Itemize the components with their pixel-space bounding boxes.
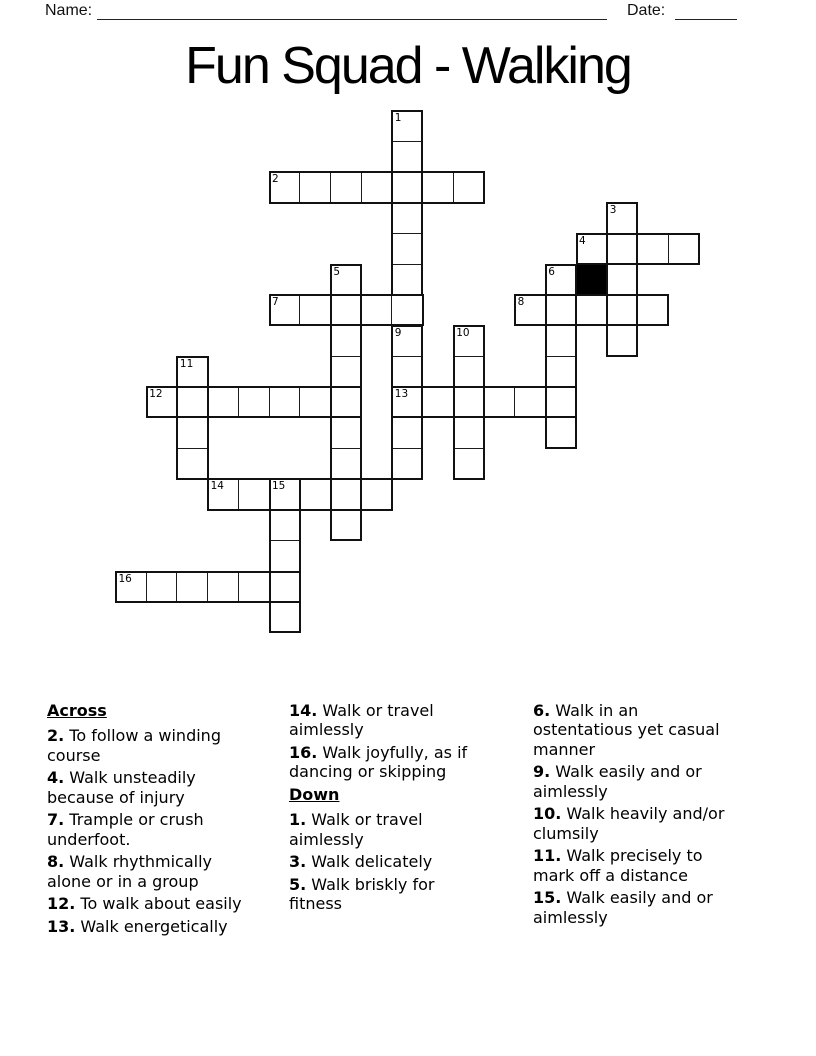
grid-cell[interactable] <box>361 294 393 326</box>
grid-cell[interactable] <box>545 356 577 388</box>
grid-cell[interactable] <box>238 386 270 418</box>
clue-number: 12. <box>47 894 76 914</box>
grid-cell[interactable] <box>545 294 577 326</box>
name-blank-line[interactable] <box>97 19 607 20</box>
clue-number: 16. <box>289 743 318 762</box>
grid-cell[interactable] <box>391 202 423 234</box>
grid-cell[interactable] <box>422 386 454 418</box>
grid-number-8: 8 <box>517 296 525 309</box>
grid-number-2: 2 <box>272 173 279 186</box>
grid-cell[interactable] <box>330 325 362 357</box>
grid-cell[interactable] <box>606 294 638 326</box>
clue-number: 15. <box>533 888 562 908</box>
clue-item-2: 2. To follow a winding course <box>47 726 221 765</box>
grid-number-6: 6 <box>548 265 555 278</box>
grid-cell[interactable] <box>606 325 638 357</box>
clue-number: 1. <box>289 810 307 830</box>
clue-item-10: 10. Walk heavily and/or clumsily <box>533 804 725 843</box>
grid-cell[interactable] <box>453 356 485 388</box>
grid-number-10: 10 <box>456 326 470 339</box>
grid-cell[interactable] <box>545 386 577 418</box>
grid-cell[interactable] <box>330 448 362 480</box>
clues-across-heading: Across <box>47 701 107 720</box>
grid-cell[interactable] <box>176 417 208 449</box>
clue-number: 8. <box>47 852 65 872</box>
grid-cell[interactable] <box>176 448 208 480</box>
grid-cell[interactable] <box>330 509 362 541</box>
grid-number-3: 3 <box>609 204 617 217</box>
grid-cell[interactable] <box>269 478 301 510</box>
clue-item-5: 5. Walk briskly for fitness <box>289 874 435 914</box>
grid-cell[interactable] <box>637 233 669 265</box>
clue-item-13: 13. Walk energetically <box>47 916 228 936</box>
grid-cell[interactable] <box>269 386 301 418</box>
grid-cell[interactable] <box>391 325 423 357</box>
grid-cell[interactable] <box>269 571 301 603</box>
grid-number-13: 13 <box>394 388 409 401</box>
grid-cell[interactable] <box>514 386 546 418</box>
grid-cell[interactable] <box>207 386 239 418</box>
grid-cell[interactable] <box>207 571 239 603</box>
grid-cell[interactable] <box>545 325 577 357</box>
grid-cell[interactable] <box>238 478 270 510</box>
grid-cell[interactable] <box>391 448 423 480</box>
clue-number: 2. <box>47 726 65 746</box>
grid-number-14: 14 <box>210 480 224 493</box>
date-label: Date: <box>627 2 666 19</box>
page-title: Fun Squad - Walking <box>185 37 631 95</box>
clues-down-heading: Down <box>289 785 340 804</box>
grid-cell[interactable] <box>391 233 423 265</box>
grid-cell[interactable] <box>330 171 362 203</box>
grid-cell[interactable] <box>299 294 331 326</box>
grid-cell[interactable] <box>299 478 331 510</box>
clues-column-1 <box>47 701 272 939</box>
grid-cell[interactable] <box>299 386 331 418</box>
clue-item-7: 7. Trample or crush underfoot. <box>47 810 204 849</box>
grid-cell[interactable] <box>176 571 208 603</box>
name-label: Name: <box>45 2 93 19</box>
clue-number: 5. <box>289 874 307 894</box>
grid-cell[interactable] <box>330 264 362 296</box>
grid-cell[interactable] <box>391 356 423 388</box>
grid-cell[interactable] <box>238 571 270 603</box>
grid-cell[interactable] <box>453 417 485 449</box>
grid-cell[interactable] <box>146 386 178 418</box>
grid-cell[interactable] <box>330 417 362 449</box>
grid-number-12: 12 <box>149 388 163 401</box>
grid-cell[interactable] <box>391 264 423 296</box>
clue-number: 13. <box>47 916 76 936</box>
grid-cell[interactable] <box>269 601 301 633</box>
grid-cell[interactable] <box>391 386 423 418</box>
grid-number-15: 15 <box>272 480 286 493</box>
clue-number: 14. <box>289 701 318 720</box>
grid-cell[interactable] <box>453 448 485 480</box>
clue-item-6: 6. Walk in an ostentatious yet casual manner <box>533 701 720 759</box>
grid-cell[interactable] <box>545 264 577 296</box>
grid-number-4: 4 <box>579 234 586 247</box>
grid-cell[interactable] <box>391 141 423 173</box>
grid-cell[interactable] <box>391 294 423 326</box>
grid-number-16: 16 <box>118 572 132 585</box>
grid-cell[interactable] <box>115 571 147 603</box>
clues-column-2 <box>289 701 504 917</box>
grid-cell[interactable] <box>361 478 393 510</box>
clue-item-15: 15. Walk easily and or aimlessly <box>533 888 713 927</box>
date-blank-line[interactable] <box>675 19 737 20</box>
grid-cell[interactable] <box>299 171 331 203</box>
grid-cell[interactable] <box>637 294 669 326</box>
clue-item-8: 8. Walk rhythmically alone or in a group <box>47 852 213 891</box>
clue-number: 6. <box>533 701 551 720</box>
grid-cell[interactable] <box>330 356 362 388</box>
clue-number: 9. <box>533 762 551 782</box>
grid-number-11: 11 <box>179 357 194 370</box>
clue-item-3: 3. Walk delicately <box>289 852 433 872</box>
grid-cell[interactable] <box>330 386 362 418</box>
clue-item-16: 16. Walk joyfully, as if dancing or skipping <box>289 743 468 782</box>
clue-number: 7. <box>47 810 65 830</box>
clue-item-11: 11. Walk precisely to mark off a distance <box>533 846 703 885</box>
clue-item-14: 14. Walk or travel aimlessly <box>289 701 434 740</box>
grid-cell[interactable] <box>422 171 454 203</box>
grid-cell[interactable] <box>391 171 423 203</box>
grid-cell[interactable] <box>330 294 362 326</box>
clue-item-9: 9. Walk easily and or aimlessly <box>533 762 702 801</box>
grid-cell[interactable] <box>146 571 178 603</box>
clue-number: 10. <box>533 804 562 824</box>
clue-item-4: 4. Walk unsteadily because of injury <box>47 768 196 807</box>
grid-cell[interactable] <box>361 171 393 203</box>
grid-cell[interactable] <box>576 233 608 265</box>
grid-number-1: 1 <box>394 112 402 124</box>
grid-cell[interactable] <box>269 171 301 203</box>
clue-number: 3. <box>289 852 307 872</box>
grid-cell[interactable] <box>453 325 485 357</box>
grid-cell[interactable] <box>391 110 423 142</box>
grid-cell[interactable] <box>176 386 208 418</box>
clue-number: 11. <box>533 846 562 866</box>
grid-cell[interactable] <box>576 294 608 326</box>
grid-cell[interactable] <box>269 540 301 572</box>
grid-cell[interactable] <box>545 417 577 449</box>
grid-cell[interactable] <box>606 264 638 296</box>
grid-cell[interactable] <box>514 294 546 326</box>
clues-column-3 <box>533 701 768 930</box>
clue-item-12: 12. To walk about easily <box>47 894 242 914</box>
grid-cell[interactable] <box>483 386 515 418</box>
grid-cell[interactable] <box>606 233 638 265</box>
clue-number: 4. <box>47 768 65 788</box>
clue-item-1: 1. Walk or travel aimlessly <box>289 810 423 849</box>
grid-cell[interactable] <box>269 294 301 326</box>
grid-cell[interactable] <box>668 233 700 265</box>
grid-cell[interactable] <box>176 356 208 388</box>
grid-cell[interactable] <box>606 202 638 234</box>
black-cell <box>576 264 608 296</box>
grid-number-9: 9 <box>394 326 402 339</box>
grid-cell[interactable] <box>453 171 485 203</box>
grid-number-7: 7 <box>272 296 279 309</box>
grid-cell[interactable] <box>269 509 301 541</box>
grid-number-5: 5 <box>333 265 341 278</box>
grid-cell[interactable] <box>207 478 239 510</box>
grid-cell[interactable] <box>330 478 362 510</box>
grid-cell[interactable] <box>391 417 423 449</box>
grid-cell[interactable] <box>453 386 485 418</box>
